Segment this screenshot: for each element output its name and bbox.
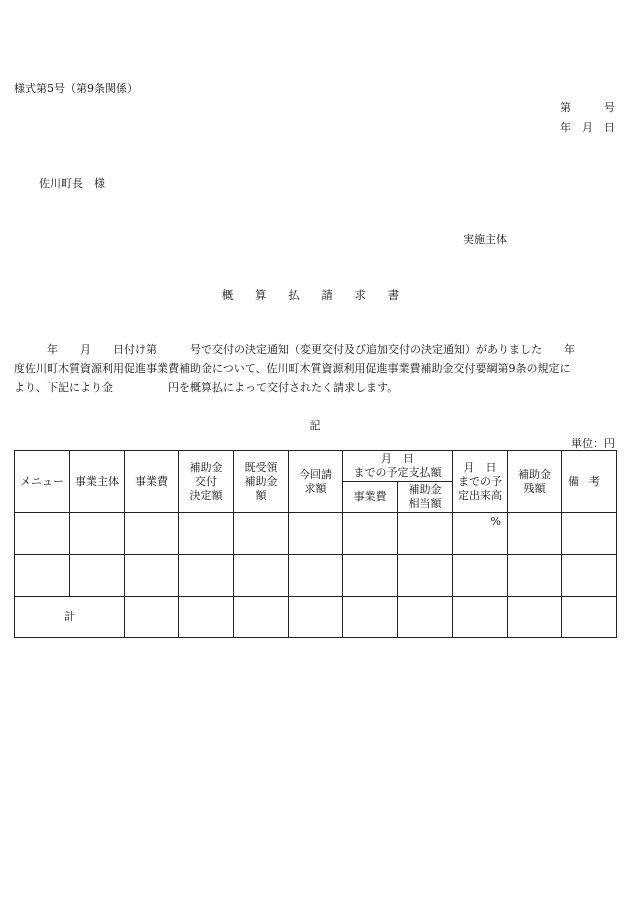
addressee: 佐川町長 様 (39, 177, 105, 190)
table-cell[interactable] (398, 513, 453, 555)
header-text: 相当額 (408, 497, 442, 510)
request-body (14, 340, 616, 397)
progress-percent-cell[interactable]: % (453, 513, 508, 555)
header-text: 補助金 (408, 483, 442, 496)
body-line-3: より、下記により金 円を概算払によって交付されたく請求します。 (14, 381, 399, 394)
table-cell[interactable] (70, 513, 125, 555)
unit-label: 単位：円 (571, 437, 615, 450)
table-cell[interactable] (289, 597, 343, 638)
header-text: 月 日 (463, 460, 497, 474)
total-label: 計 (15, 597, 125, 638)
header-text: までの予定支払額 (353, 466, 442, 479)
table-row (15, 555, 617, 597)
table-cell[interactable] (562, 555, 617, 597)
document-number: 第 号 (560, 101, 615, 114)
table-cell[interactable] (15, 555, 70, 597)
table-cell[interactable] (562, 513, 617, 555)
header-subsidy-decided (179, 451, 234, 513)
total-row (15, 597, 617, 638)
table-cell[interactable] (343, 513, 398, 555)
header-menu: メニュー (15, 451, 70, 513)
header-text: 補助金 (244, 474, 278, 488)
header-planned-cost: 事業費 (343, 482, 398, 513)
table-cell[interactable] (508, 597, 562, 638)
header-current-request (289, 451, 343, 513)
table-cell[interactable] (562, 597, 617, 638)
table-cell[interactable] (179, 513, 234, 555)
header-text: 定出来高 (458, 488, 502, 502)
header-text: 残額 (523, 481, 546, 495)
table-cell[interactable] (234, 513, 289, 555)
header-text: 決定額 (189, 488, 223, 502)
table-cell[interactable] (125, 513, 179, 555)
table-cell[interactable] (398, 555, 453, 597)
header-received (234, 451, 289, 513)
table-cell[interactable] (453, 555, 508, 597)
header-balance (508, 451, 562, 513)
table-cell[interactable] (508, 513, 562, 555)
table-cell[interactable] (70, 555, 125, 597)
header-text: 額 (255, 488, 267, 502)
header-entity: 事業主体 (70, 451, 125, 513)
table-cell[interactable] (289, 555, 343, 597)
table-cell[interactable] (343, 597, 398, 638)
table-cell[interactable] (508, 555, 562, 597)
header-remarks: 備考 (562, 451, 617, 513)
body-line-1: 年 月 日付け第 号で交付の決定通知（変更交付及び追加交付の決定通知）がありました 年 (14, 343, 575, 356)
table-cell[interactable] (398, 597, 453, 638)
table-row (15, 513, 617, 555)
header-text: 補助金 (518, 467, 551, 481)
body-line-2: 度佐川町木質資源利用促進事業費補助金について、佐川町木質資源利用促進事業費補助金交付要綱第9条の規定に (14, 362, 571, 375)
table-cell[interactable] (234, 597, 289, 638)
ki-label: 記 (309, 419, 321, 432)
document-date: 年 月 日 (560, 121, 615, 134)
table-cell[interactable] (125, 597, 179, 638)
table-cell[interactable] (343, 555, 398, 597)
header-text: 求額 (304, 481, 327, 495)
header-text: 今回請 (299, 467, 332, 481)
header-planned-subsidy (398, 482, 453, 513)
request-table (14, 450, 617, 638)
table-cell[interactable] (15, 513, 70, 555)
table-cell[interactable] (125, 555, 179, 597)
document-title: 概 算 払 請 求 書 (221, 288, 409, 302)
table-cell[interactable] (289, 513, 343, 555)
table-cell[interactable] (179, 597, 234, 638)
header-text: 月 日 (381, 452, 414, 465)
implementing-entity-label: 実施主体 (463, 233, 507, 246)
table-cell[interactable] (234, 555, 289, 597)
header-text: 交付 (195, 474, 217, 488)
header-progress (453, 451, 508, 513)
header-project-cost: 事業費 (125, 451, 179, 513)
table-cell[interactable] (453, 597, 508, 638)
header-planned-payment (343, 451, 453, 482)
header-text: までの予 (458, 474, 502, 488)
form-number: 様式第5号（第9条関係） (14, 82, 138, 95)
table-cell[interactable] (179, 555, 234, 597)
header-text: 補助金 (189, 460, 223, 474)
header-text: 既受領 (244, 460, 278, 474)
